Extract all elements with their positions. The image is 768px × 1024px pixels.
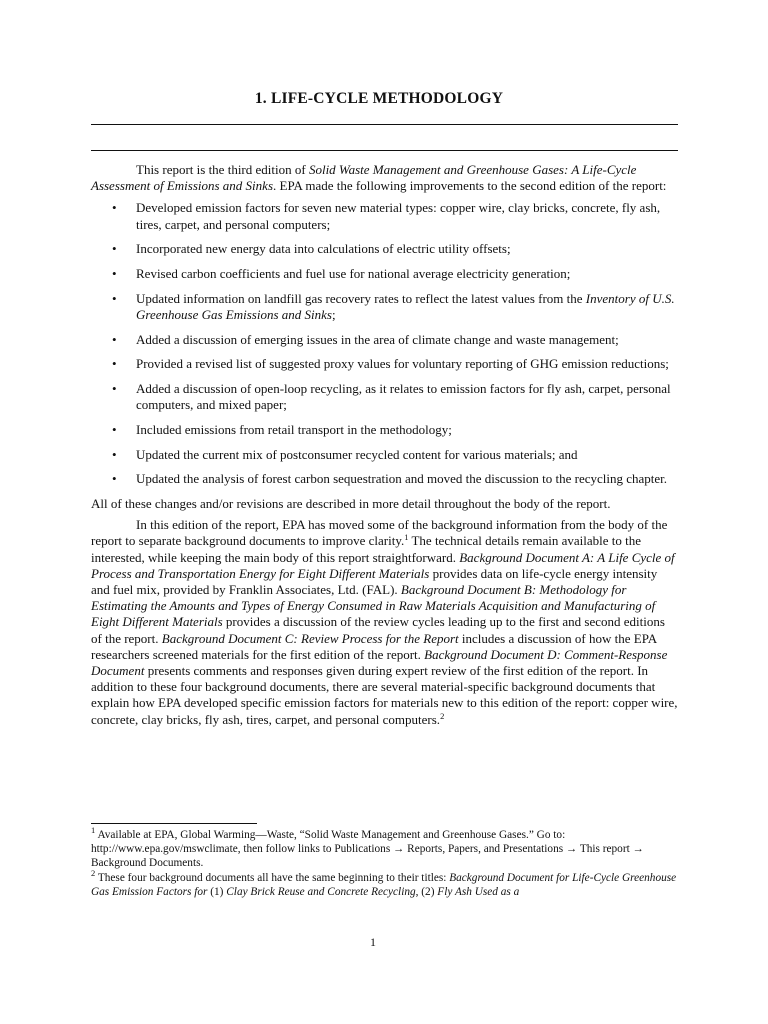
intro-text-1: This report is the third edition of bbox=[136, 162, 309, 177]
heading-rule-top bbox=[91, 124, 678, 125]
list-item-text: Updated the current mix of postconsumer recycled content for various materials; and bbox=[136, 446, 578, 462]
list-item bbox=[91, 200, 678, 232]
paragraph-text: includes a discussion of how the EPA researchers screened materials for the first edition of the report. bbox=[91, 630, 657, 662]
list-item bbox=[91, 241, 678, 257]
footnote-number: 1 bbox=[91, 825, 96, 835]
bullet-icon: • bbox=[112, 446, 117, 462]
bullet-icon: • bbox=[112, 241, 117, 257]
footnote-italic: Background Document for Life-Cycle Greenhouse Gas Emission Factors for bbox=[91, 871, 677, 898]
footnotes bbox=[91, 825, 678, 899]
list-item bbox=[91, 447, 678, 463]
paragraph-text: presents comments and responses given during expert review of the first edition of the report. In addition to these four background documents, there are several material-specific background documents that explain how EPA developed specific emission factors for materials new to this edition of the report: copper wire, concrete, clay bricks, fly ash, tires, carpet, and personal computers. bbox=[91, 663, 678, 727]
bullet-icon: • bbox=[112, 421, 117, 437]
bullet-icon: • bbox=[112, 471, 117, 487]
paragraph-text: The technical details remain available to the interested, while keeping the main body of this report straightforward. bbox=[91, 533, 642, 565]
footnote-text: These four background documents all have the same beginning to their titles: bbox=[95, 871, 450, 884]
list-item bbox=[91, 381, 678, 413]
intro-text-2: . EPA made the following improvements to the second edition of the report: bbox=[273, 178, 667, 194]
background-doc-c-title: Background Document C: Review Process for the Report bbox=[161, 630, 459, 646]
intro-paragraph bbox=[91, 162, 678, 194]
list-item-text: Revised carbon coefficients and fuel use for national average electricity generation; bbox=[136, 266, 571, 282]
bullet-icon: • bbox=[112, 290, 117, 306]
footnote-ref-2[interactable]: 2 bbox=[440, 710, 445, 721]
list-item bbox=[91, 422, 678, 438]
chapter-heading: 1. LIFE-CYCLE METHODOLOGY bbox=[254, 90, 504, 107]
list-item bbox=[91, 356, 678, 372]
body-text bbox=[91, 162, 678, 728]
heading-rule-bottom bbox=[91, 150, 678, 151]
bullet-icon: • bbox=[112, 381, 117, 397]
bullet-icon: • bbox=[112, 356, 117, 372]
list-item-text: Developed emission factors for seven new material types: copper wire, clay bricks, concrete, fly ash, tires, carpet, and personal computers; bbox=[136, 200, 661, 232]
footnote-1 bbox=[91, 825, 678, 871]
footnote-number: 2 bbox=[91, 867, 96, 878]
report-title-italic: Solid Waste Management and Greenhouse Gases: A Life-Cycle Assessment of Emissions and Sinks bbox=[91, 162, 637, 194]
list-item-text: ; bbox=[331, 306, 336, 322]
footnote-italic: Fly Ash Used as a bbox=[437, 885, 520, 898]
footnote-text: (1) bbox=[207, 885, 227, 898]
summary-sentence: All of these changes and/or revisions are described in more detail throughout the body of the report. bbox=[91, 496, 611, 512]
list-item bbox=[91, 266, 678, 282]
footnote-ref-1[interactable]: 1 bbox=[404, 532, 409, 543]
list-item-text: Updated information on landfill gas recovery rates to reflect the latest values from the bbox=[136, 290, 586, 306]
list-item bbox=[91, 332, 678, 348]
improvements-list bbox=[91, 200, 678, 487]
list-item-text: Added a discussion of open-loop recycling, as it relates to emission factors for fly ash, carpet, personal computers, and mixed paper; bbox=[136, 381, 671, 413]
list-item-text: Updated the analysis of forest carbon sequestration and moved the discussion to the recycling chapter. bbox=[136, 471, 668, 487]
paragraph-text: In this edition of the report, EPA has moved some of the background information from the body of the report to separate background documents to improve clarity. bbox=[91, 517, 668, 549]
list-item bbox=[91, 471, 678, 487]
background-documents-paragraph bbox=[91, 517, 678, 728]
list-item bbox=[91, 291, 678, 323]
background-doc-b-title: Background Document B: Methodology for Estimating the Amounts and Types of Energy Consumed in Raw Materials Acquisition and Manufacturing of Eight Different Materials bbox=[91, 582, 656, 630]
bullet-icon: • bbox=[112, 266, 117, 282]
paragraph-text: provides data on life-cycle energy intensity and fuel mix, provided by Franklin Associates, Ltd. (FAL). bbox=[91, 565, 658, 598]
page-number: 1 bbox=[370, 935, 376, 949]
inventory-title-italic: Inventory of U.S. Greenhouse Gas Emissions and Sinks bbox=[136, 290, 675, 322]
background-doc-a-title: Background Document A: A Life Cycle of Process and Transportation Energy for Eight Different Materials bbox=[91, 549, 675, 581]
background-doc-d-title: Background Document D: Comment-Response Document bbox=[91, 646, 668, 679]
paragraph-text: provides a discussion of the review cycles leading up to the first and second editions of the report. bbox=[91, 614, 665, 646]
footnote-italic: Clay Brick Reuse and Concrete Recycling bbox=[226, 885, 416, 898]
footnote-separator bbox=[91, 823, 257, 824]
bullet-icon: • bbox=[112, 200, 117, 216]
bullet-icon: • bbox=[112, 331, 117, 347]
footnote-text: Available at EPA, Global Warming—Waste, “Solid Waste Management and Greenhouse Gases.” Go to: http://www.epa.gov/mswclimate, then follow links to Publications → Reports, Papers, and Presentations → This report → Background Documents. bbox=[91, 829, 644, 870]
footnote-text: , (2) bbox=[415, 885, 438, 898]
list-item-text: Included emissions from retail transport in the methodology; bbox=[136, 421, 452, 437]
list-item-text: Incorporated new energy data into calculations of electric utility offsets; bbox=[136, 241, 511, 257]
list-item-text: Added a discussion of emerging issues in the area of climate change and waste management; bbox=[136, 331, 619, 347]
list-item-text: Provided a revised list of suggested proxy values for voluntary reporting of GHG emission reductions; bbox=[136, 356, 669, 372]
footnote-2 bbox=[91, 867, 678, 899]
